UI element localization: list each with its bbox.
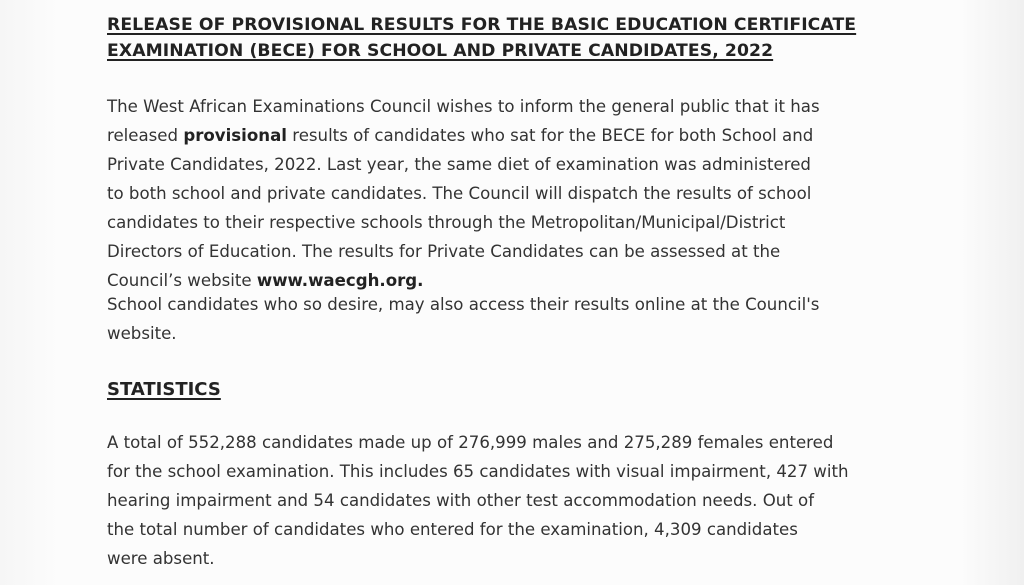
intro-line-2-pre: released bbox=[107, 126, 184, 145]
intro-line-2-post: results of candidates who sat for the BECE for both School and bbox=[286, 126, 814, 145]
intro-line-1: The West African Examinations Council wishes to inform the general public that it has bbox=[107, 97, 820, 116]
intro-paragraph bbox=[107, 92, 919, 295]
statistics-line-1: A total of 552,288 candidates made up of 276,999 males and 275,289 females entered bbox=[107, 433, 834, 452]
online-access-paragraph bbox=[107, 290, 919, 348]
website-url: www.waecgh.org. bbox=[256, 271, 424, 290]
online-line-2: website. bbox=[107, 324, 177, 343]
intro-line-4: to both school and private candidates. The Council will dispatch the results of school bbox=[107, 184, 812, 203]
heading-line-1: RELEASE OF PROVISIONAL RESULTS FOR THE BASIC EDUCATION CERTIFICATE bbox=[107, 15, 857, 35]
document-content bbox=[107, 12, 927, 568]
heading-line-2: EXAMINATION (BECE) FOR SCHOOL AND PRIVATE CANDIDATES, 2022 bbox=[107, 41, 774, 61]
intro-line-7-pre: Council’s website bbox=[107, 271, 257, 290]
provisional-emphasis: provisional bbox=[183, 126, 287, 145]
online-line-1: School candidates who so desire, may also access their results online at the Council's bbox=[107, 295, 820, 314]
statistics-line-5: were absent. bbox=[107, 549, 215, 568]
statistics-line-3: hearing impairment and 54 candidates with other test accommodation needs. Out of bbox=[107, 491, 815, 510]
statistics-title: STATISTICS bbox=[107, 379, 221, 400]
intro-line-3: Private Candidates, 2022. Last year, the same diet of examination was administered bbox=[107, 155, 811, 174]
document-heading bbox=[107, 12, 927, 64]
statistics-paragraph bbox=[107, 428, 919, 573]
intro-line-6: Directors of Education. The results for Private Candidates can be assessed at the bbox=[107, 242, 781, 261]
statistics-line-2: for the school examination. This includes 65 candidates with visual impairment, 427 with bbox=[107, 462, 849, 481]
statistics-line-4: the total number of candidates who entered for the examination, 4,309 candidates bbox=[107, 520, 798, 539]
intro-line-5: candidates to their respective schools through the Metropolitan/Municipal/District bbox=[107, 213, 786, 232]
intro-line-2 bbox=[107, 121, 919, 150]
